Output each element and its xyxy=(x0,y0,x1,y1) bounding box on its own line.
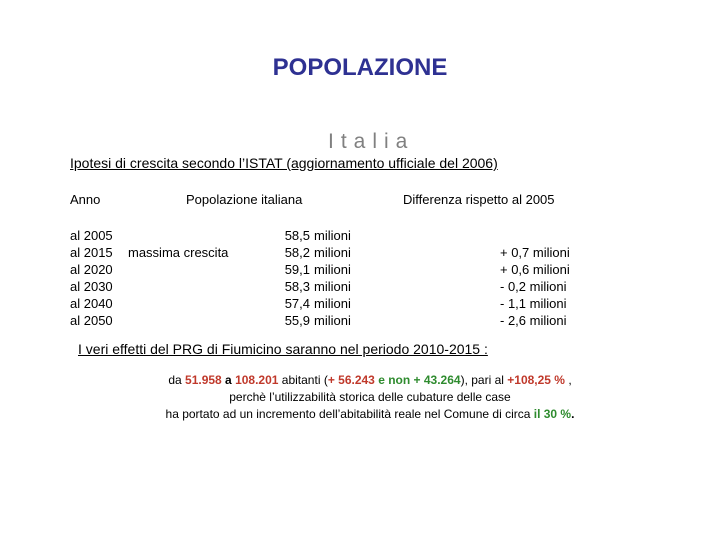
diff-cell: - 0,2 milioni xyxy=(500,279,567,294)
unit-cell: milioni xyxy=(314,228,351,243)
header-population: Popolazione italiana xyxy=(186,192,303,207)
details-text: . xyxy=(571,407,575,421)
year-cell: al 2030 xyxy=(70,279,113,294)
year-cell: al 2040 xyxy=(70,296,113,311)
diff-cell: + 0,7 milioni xyxy=(500,245,570,260)
details-line-3 xyxy=(0,406,720,423)
value-start: 51.958 xyxy=(185,373,222,387)
max-growth-note: massima crescita xyxy=(128,245,229,260)
unit-cell: milioni xyxy=(314,262,351,277)
value-cell: 58,3 xyxy=(284,279,310,294)
value-cell: 58,5 xyxy=(284,228,310,243)
details-text: ha portato ad un incremento dell’abitabilità reale nel Comune di circa xyxy=(165,407,534,421)
diff-cell: + 0,6 milioni xyxy=(500,262,570,277)
unit-cell: milioni xyxy=(314,313,351,328)
country-heading: Italia xyxy=(328,130,415,153)
value-cell: 55,9 xyxy=(284,313,310,328)
details-text: abitanti ( xyxy=(278,373,328,387)
value-cell: 57,4 xyxy=(284,296,310,311)
value-alternative: + 43.264 xyxy=(413,373,461,387)
difference-column xyxy=(500,244,570,329)
value-percent: +108,25 % xyxy=(507,373,565,387)
year-cell: al 2005 xyxy=(70,228,113,243)
details-paragraph xyxy=(0,372,720,423)
value-30-percent: il 30 % xyxy=(533,407,572,421)
header-difference: Differenza rispetto al 2005 xyxy=(403,192,555,207)
value-increase: + 56.243 xyxy=(327,373,375,387)
details-text: , xyxy=(564,373,572,387)
year-column xyxy=(70,227,113,329)
population-values xyxy=(274,227,310,329)
year-cell: al 2050 xyxy=(70,313,113,328)
unit-column xyxy=(314,227,351,329)
value-cell: 59,1 xyxy=(284,262,310,277)
diff-cell: - 1,1 milioni xyxy=(500,296,567,311)
details-text: e non xyxy=(374,373,414,387)
value-cell: 58,2 xyxy=(284,245,310,260)
conclusion-heading: I veri effetti del PRG di Fiumicino saranno nel periodo 2010-2015 : xyxy=(78,341,488,357)
details-line-1 xyxy=(0,372,720,389)
unit-cell: milioni xyxy=(314,296,351,311)
details-text: a xyxy=(221,373,236,387)
header-year: Anno xyxy=(70,192,101,207)
details-text: ), pari al xyxy=(460,373,508,387)
unit-cell: milioni xyxy=(314,279,351,294)
details-text: da xyxy=(168,373,186,387)
subtitle: Ipotesi di crescita secondo l’ISTAT (aggiornamento ufficiale del 2006) xyxy=(70,155,498,171)
diff-cell: - 2,6 milioni xyxy=(500,313,567,328)
year-cell: al 2015 xyxy=(70,245,113,260)
page-title: POPOLAZIONE xyxy=(272,54,448,81)
details-line-2: perchè l’utilizzabilità storica delle cubature delle case xyxy=(229,390,511,404)
year-cell: al 2020 xyxy=(70,262,113,277)
value-end: 108.201 xyxy=(235,373,279,387)
unit-cell: milioni xyxy=(314,245,351,260)
